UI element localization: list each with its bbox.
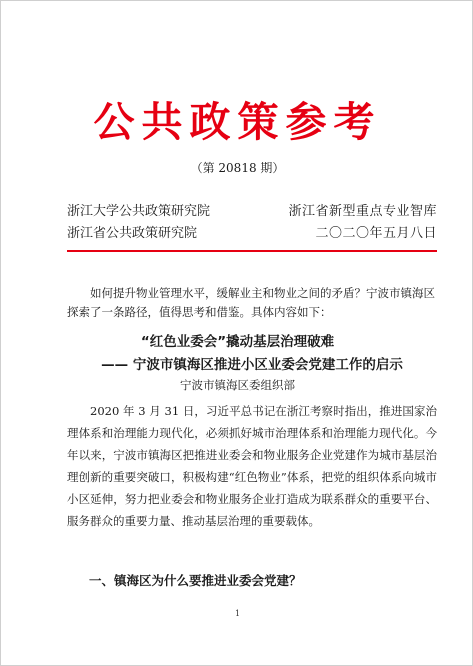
issuer-left: 浙江省公共政策研究院: [67, 226, 198, 241]
section-heading: 一、镇海区为什么要推进业委会党建？: [89, 573, 302, 588]
article-author: 宁波市镇海区委组织部: [180, 378, 295, 392]
intro-paragraph: 如何提升物业管理水平，缓解业主和物业之间的矛盾？宁波市镇海区探索了一条路径，值得思考和借鉴。具体内容如下：: [67, 286, 435, 319]
masthead-title: 公共政策参考: [93, 98, 382, 146]
red-divider: [67, 250, 437, 252]
issue-number: （第 20818 期）: [190, 161, 285, 175]
issuer-block: [67, 201, 437, 245]
issuer-row: [67, 201, 437, 223]
page-number: 1: [234, 609, 241, 618]
issuer-right: 浙江省新型重点专业智库: [288, 204, 437, 219]
article-subtitle: —— 宁波市镇海区推进小区业委会党建工作的启示: [101, 357, 403, 373]
issuer-left: 浙江大学公共政策研究院: [67, 204, 211, 219]
issue-date: 二〇二〇年五月八日: [315, 226, 437, 241]
body-paragraph: 2020 年 3 月 31 日，习近平总书记在浙江考察时指出，推进国家治理体系和治理能力现代化，必须抓好城市治理体系和治理能力现代化。今年以来，宁波市镇海区把推进业委会和物业服务企业党建作为城市基层治理创新的重要突破口，积极构建“红色物业”体系，把党的组织体系向城市小区延伸，努力把业委会和物业服务企业打造成为联系群众的重要平台、服务群众的重要力量、推动基层治理的重要载体。: [67, 404, 437, 528]
article-title: “红色业委会”撬动基层治理破难: [140, 334, 335, 350]
issuer-row: [67, 223, 437, 245]
